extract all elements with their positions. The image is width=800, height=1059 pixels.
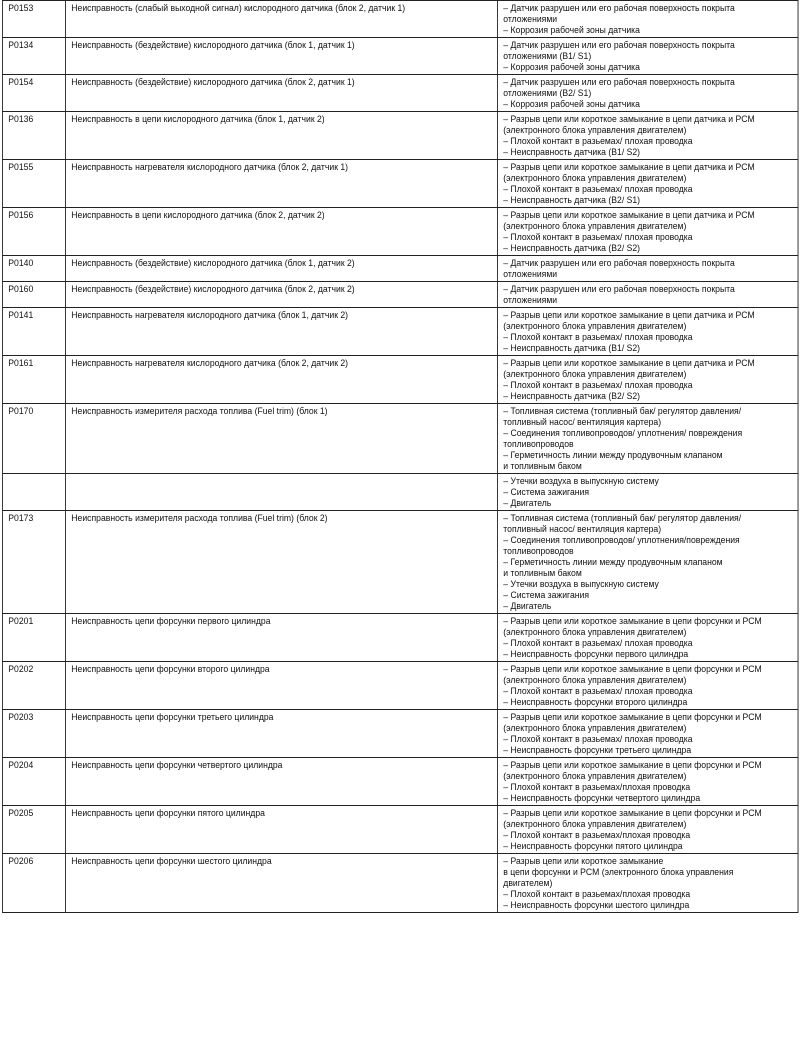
table-row <box>2 758 798 806</box>
fault-code-cell: P0153 <box>2 1 65 38</box>
cause-line: – Плохой контакт в разьемах/плохая проводка <box>503 782 691 793</box>
cause-line: – Плохой контакт в разьемах/ плохая проводка <box>503 638 693 649</box>
table-row <box>2 160 798 208</box>
cause-line: – Датчик разрушен или его рабочая поверхность покрыта <box>503 3 735 14</box>
table-row <box>2 404 798 474</box>
cause-line: – Плохой контакт в разьемах/ плохая проводка <box>503 686 693 697</box>
fault-description-cell <box>65 474 497 511</box>
table-row <box>2 308 798 356</box>
fault-description-cell: Неисправность цепи форсунки третьего цилиндра <box>65 710 497 758</box>
table-row <box>2 38 798 75</box>
table-row <box>2 282 798 308</box>
cause-line: (электронного блока управления двигателем) <box>503 627 687 638</box>
fault-causes-cell <box>497 758 798 806</box>
table-row <box>2 208 798 256</box>
fault-description-cell: Неисправность нагревателя кислородного датчика (блок 2, датчик 2) <box>65 356 497 404</box>
fault-causes-cell <box>497 854 798 913</box>
cause-line: (электронного блока управления двигателем) <box>503 221 687 232</box>
fault-causes-cell <box>497 38 798 75</box>
fault-code-cell <box>2 474 65 511</box>
cause-line: – Утечки воздуха в выпускную систему <box>503 476 659 487</box>
fault-code-table-body <box>2 1 798 913</box>
table-row <box>2 511 798 614</box>
table-row <box>2 1 798 38</box>
fault-description-cell: Неисправность цепи форсунки второго цилиндра <box>65 662 497 710</box>
cause-line: (электронного блока управления двигателем) <box>503 771 687 782</box>
cause-line: и топливным баком <box>503 568 582 579</box>
fault-causes-cell <box>497 356 798 404</box>
cause-line: – Неисправность датчика (B1/ S2) <box>503 147 641 158</box>
cause-line: – Неисправность датчика (B1/ S2) <box>503 343 641 354</box>
fault-causes-cell <box>497 662 798 710</box>
fault-code-cell: P0140 <box>2 256 65 282</box>
cause-line: (электронного блока управления двигателем) <box>503 819 687 830</box>
fault-description-cell: Неисправность нагревателя кислородного датчика (блок 2, датчик 1) <box>65 160 497 208</box>
fault-description-cell: Неисправность (слабый выходной сигнал) кислородного датчика (блок 2, датчик 1) <box>65 1 497 38</box>
cause-line: – Разрыв цепи или короткое замыкание в цепи форсунки и PCM <box>503 760 762 771</box>
fault-description-cell: Неисправность цепи форсунки четвертого цилиндра <box>65 758 497 806</box>
table-row <box>2 112 798 160</box>
fault-description-cell: Неисправность нагревателя кислородного датчика (блок 1, датчик 2) <box>65 308 497 356</box>
fault-causes-cell <box>497 511 798 614</box>
cause-line: – Неисправность датчика (B2/ S2) <box>503 243 641 254</box>
cause-line: – Разрыв цепи или короткое замыкание в цепи форсунки и PCM <box>503 664 762 675</box>
cause-line: – Двигатель <box>503 601 552 612</box>
fault-code-cell: P0134 <box>2 38 65 75</box>
table-row <box>2 614 798 662</box>
cause-line: – Коррозия рабочей зоны датчика <box>503 62 640 73</box>
cause-line: – Разрыв цепи или короткое замыкание в цепи форсунки и PCM <box>503 616 762 627</box>
cause-line: – Плохой контакт в разьемах/ плохая проводка <box>503 734 693 745</box>
cause-line: – Разрыв цепи или короткое замыкание в цепи датчика и PCM <box>503 358 755 369</box>
cause-line: – Плохой контакт в разьемах/ плохая проводка <box>503 332 693 343</box>
fault-causes-cell <box>497 112 798 160</box>
fault-code-cell: P0154 <box>2 75 65 112</box>
fault-code-cell: P0136 <box>2 112 65 160</box>
cause-line: топливный насос/ вентиляция картера) <box>503 524 662 535</box>
cause-line: – Датчик разрушен или его рабочая поверхность покрыта <box>503 258 735 269</box>
fault-causes-cell <box>497 404 798 474</box>
cause-line: отложениями (B2/ S1) <box>503 88 592 99</box>
cause-line: – Разрыв цепи или короткое замыкание в цепи датчика и PCM <box>503 210 755 221</box>
document-page <box>2 0 798 913</box>
fault-causes-cell <box>497 308 798 356</box>
fault-code-cell: P0170 <box>2 404 65 474</box>
fault-causes-cell <box>497 282 798 308</box>
fault-causes-cell <box>497 1 798 38</box>
fault-code-cell: P0203 <box>2 710 65 758</box>
table-row <box>2 474 798 511</box>
fault-causes-cell <box>497 614 798 662</box>
cause-line: топливопроводов <box>503 546 574 557</box>
cause-line: – Утечки воздуха в выпускную систему <box>503 579 659 590</box>
cause-line: – Разрыв цепи или короткое замыкание в цепи форсунки и PCM <box>503 712 762 723</box>
fault-description-cell: Неисправность (бездействие) кислородного датчика (блок 2, датчик 1) <box>65 75 497 112</box>
cause-line: – Плохой контакт в разьемах/ плохая проводка <box>503 232 693 243</box>
cause-line: – Неисправность форсунки первого цилиндра <box>503 649 689 660</box>
cause-line: отложениями (B1/ S1) <box>503 51 592 62</box>
fault-code-cell: P0205 <box>2 806 65 854</box>
table-row <box>2 854 798 913</box>
cause-line: (электронного блока управления двигателем) <box>503 173 687 184</box>
table-row <box>2 806 798 854</box>
cause-line: – Разрыв цепи или короткое замыкание <box>503 856 664 867</box>
fault-description-cell: Неисправность цепи форсунки шестого цилиндра <box>65 854 497 913</box>
fault-causes-cell <box>497 160 798 208</box>
fault-code-cell: P0206 <box>2 854 65 913</box>
cause-line: – Разрыв цепи или короткое замыкание в цепи датчика и PCM <box>503 310 755 321</box>
fault-description-cell: Неисправность (бездействие) кислородного датчика (блок 1, датчик 1) <box>65 38 497 75</box>
cause-line: – Плохой контакт в разьемах/ плохая проводка <box>503 380 693 391</box>
cause-line: – Система зажигания <box>503 590 590 601</box>
cause-line: (электронного блока управления двигателем) <box>503 321 687 332</box>
cause-line: и топливным баком <box>503 461 582 472</box>
cause-line: (электронного блока управления двигателем) <box>503 125 687 136</box>
cause-line: – Разрыв цепи или короткое замыкание в цепи форсунки и PCM <box>503 808 762 819</box>
fault-causes-cell <box>497 208 798 256</box>
fault-description-cell: Неисправность (бездействие) кислородного датчика (блок 2, датчик 2) <box>65 282 497 308</box>
table-row <box>2 710 798 758</box>
fault-description-cell: Неисправность цепи форсунки пятого цилиндра <box>65 806 497 854</box>
cause-line: – Датчик разрушен или его рабочая поверхность покрыта <box>503 77 735 88</box>
cause-line: отложениями <box>503 295 558 306</box>
cause-line: двигателем) <box>503 878 553 889</box>
fault-description-cell: Неисправность цепи форсунки первого цилиндра <box>65 614 497 662</box>
cause-line: отложениями <box>503 269 558 280</box>
fault-code-table <box>2 0 799 913</box>
table-row <box>2 75 798 112</box>
fault-description-cell: Неисправность в цепи кислородного датчика (блок 2, датчик 2) <box>65 208 497 256</box>
fault-causes-cell <box>497 256 798 282</box>
fault-code-cell: P0201 <box>2 614 65 662</box>
fault-causes-cell <box>497 474 798 511</box>
cause-line: – Датчик разрушен или его рабочая поверхность покрыта <box>503 284 735 295</box>
cause-line: – Неисправность форсунки третьего цилиндра <box>503 745 692 756</box>
cause-line: – Неисправность форсунки четвертого цилиндра <box>503 793 701 804</box>
cause-line: – Разрыв цепи или короткое замыкание в цепи датчика и PCM <box>503 114 755 125</box>
fault-code-cell: P0202 <box>2 662 65 710</box>
fault-code-cell: P0160 <box>2 282 65 308</box>
cause-line: отложениями <box>503 14 558 25</box>
fault-description-cell: Неисправность измерителя расхода топлива (Fuel trim) (блок 2) <box>65 511 497 614</box>
cause-line: – Неисправность форсунки второго цилиндра <box>503 697 688 708</box>
cause-line: – Неисправность форсунки пятого цилиндра <box>503 841 683 852</box>
fault-code-cell: P0204 <box>2 758 65 806</box>
fault-code-cell: P0155 <box>2 160 65 208</box>
cause-line: – Топливная система (топливный бак/ регулятор давления/ <box>503 513 742 524</box>
cause-line: – Двигатель <box>503 498 552 509</box>
cause-line: в цепи форсунки и PCM (электронного блока управления <box>503 867 734 878</box>
cause-line: топливопроводов <box>503 439 574 450</box>
fault-causes-cell <box>497 806 798 854</box>
cause-line: – Коррозия рабочей зоны датчика <box>503 99 640 110</box>
cause-line: (электронного блока управления двигателем) <box>503 369 687 380</box>
fault-code-cell: P0156 <box>2 208 65 256</box>
fault-causes-cell <box>497 75 798 112</box>
fault-description-cell: Неисправность измерителя расхода топлива (Fuel trim) (блок 1) <box>65 404 497 474</box>
cause-line: топливный насос/ вентиляция картера) <box>503 417 662 428</box>
table-row <box>2 356 798 404</box>
fault-code-cell: P0173 <box>2 511 65 614</box>
cause-line: – Плохой контакт в разьемах/плохая проводка <box>503 889 691 900</box>
cause-line: – Плохой контакт в разьемах/плохая проводка <box>503 830 691 841</box>
fault-code-cell: P0141 <box>2 308 65 356</box>
fault-causes-cell <box>497 710 798 758</box>
table-row <box>2 256 798 282</box>
fault-description-cell: Неисправность в цепи кислородного датчика (блок 1, датчик 2) <box>65 112 497 160</box>
cause-line: – Неисправность датчика (B2/ S2) <box>503 391 641 402</box>
cause-line: – Плохой контакт в разьемах/ плохая проводка <box>503 136 693 147</box>
cause-line: – Разрыв цепи или короткое замыкание в цепи датчика и PCM <box>503 162 755 173</box>
cause-line: – Неисправность датчика (B2/ S1) <box>503 195 641 206</box>
fault-description-cell: Неисправность (бездействие) кислородного датчика (блок 1, датчик 2) <box>65 256 497 282</box>
cause-line: – Соединения топливопроводов/ уплотнения/повреждения <box>503 535 740 546</box>
cause-line: – Коррозия рабочей зоны датчика <box>503 25 640 36</box>
cause-line: – Герметичность линии между продувочным клапаном <box>503 450 723 461</box>
cause-line: – Неисправность форсунки шестого цилиндра <box>503 900 690 911</box>
cause-line: – Герметичность линии между продувочным клапаном <box>503 557 723 568</box>
table-row <box>2 662 798 710</box>
cause-line: (электронного блока управления двигателем) <box>503 675 687 686</box>
fault-code-cell: P0161 <box>2 356 65 404</box>
cause-line: (электронного блока управления двигателем) <box>503 723 687 734</box>
cause-line: – Соединения топливопроводов/ уплотнения/ повреждения <box>503 428 743 439</box>
cause-line: – Датчик разрушен или его рабочая поверхность покрыта <box>503 40 735 51</box>
cause-line: – Система зажигания <box>503 487 590 498</box>
cause-line: – Топливная система (топливный бак/ регулятор давления/ <box>503 406 742 417</box>
cause-line: – Плохой контакт в разьемах/ плохая проводка <box>503 184 693 195</box>
